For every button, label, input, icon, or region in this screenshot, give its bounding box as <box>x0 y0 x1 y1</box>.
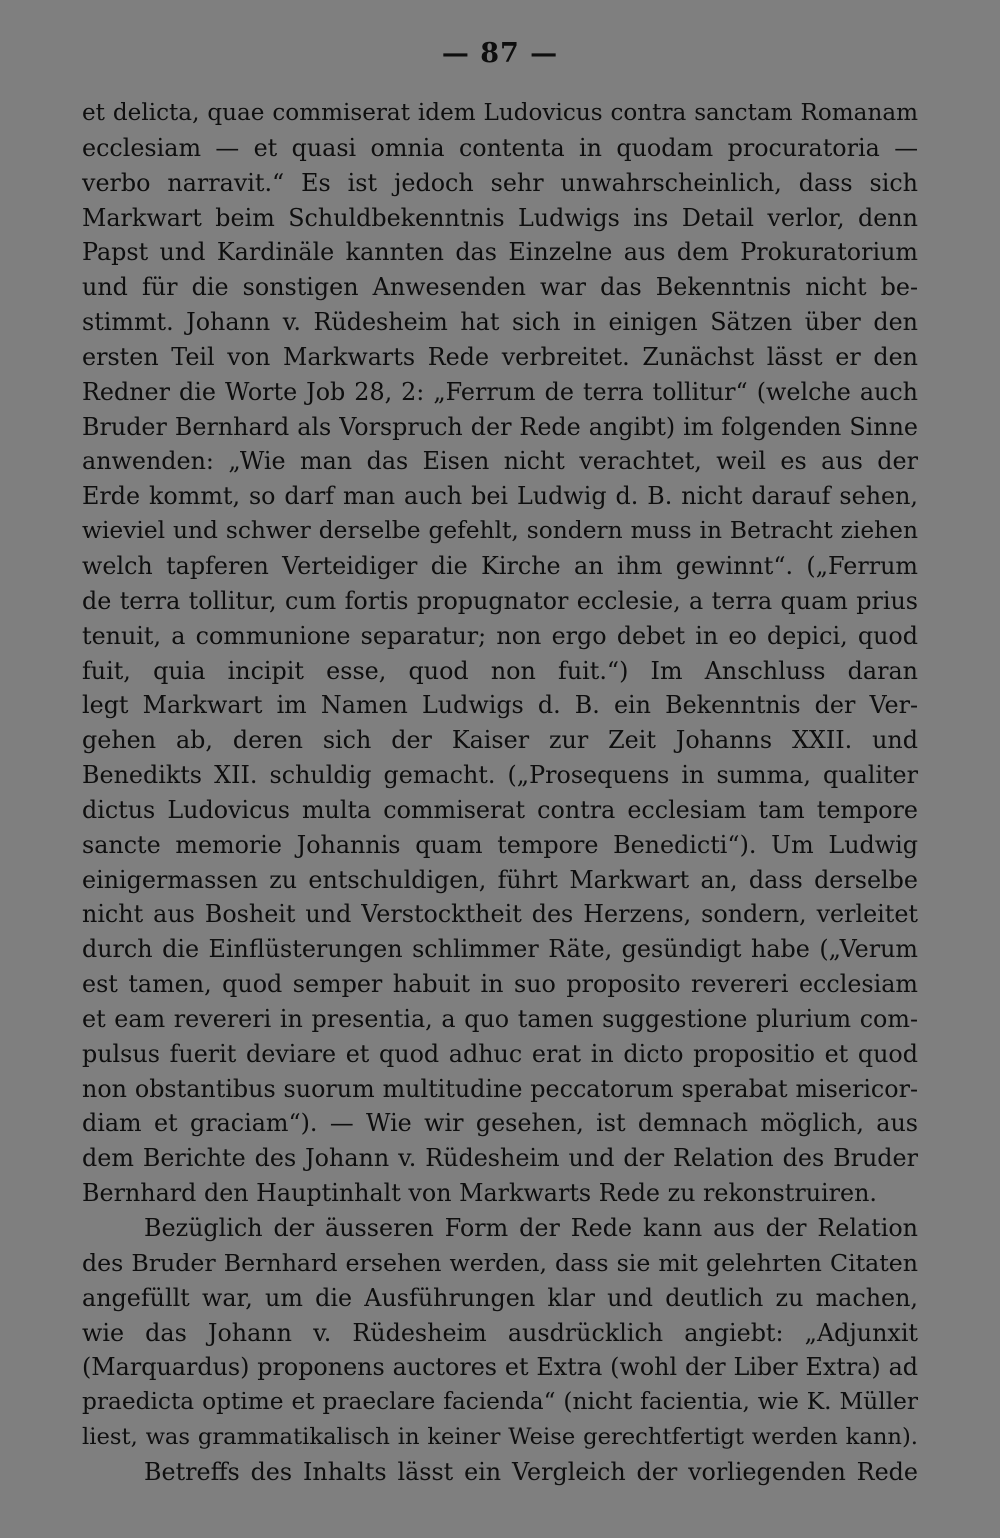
body-text <box>82 96 918 1490</box>
text-line: welch tapferen Verteidiger die Kirche an ihm gewinnt“. („Ferrum <box>82 551 918 580</box>
text-line: Benedikts XII. schuldig gemacht. („Prosequens in summa, qualiter <box>82 761 918 790</box>
text-line: dem Berichte des Johann v. Rüdesheim und der Relation des Bruder <box>82 1144 918 1173</box>
text-line: et eam revereri in presentia, a quo tamen suggestione plurium com- <box>82 1004 918 1033</box>
text-line: praedicta optime et praeclare facienda“ (nicht facientia, wie K. Müller <box>82 1388 918 1416</box>
text-line: durch die Einflüsterungen schlimmer Räte, gesündigt habe („Verum <box>82 935 918 964</box>
text-line: gehen ab, deren sich der Kaiser zur Zeit Johanns XXII. und <box>82 726 918 755</box>
text-line: des Bruder Bernhard ersehen werden, dass sie mit gelehrten Citaten <box>82 1248 918 1277</box>
text-line: sancte memorie Johannis quam tempore Benedicti“). Um Ludwig <box>82 830 918 859</box>
text-line: angefüllt war, um die Ausführungen klar und deutlich zu machen, <box>82 1283 918 1312</box>
text-line: ecclesiam — et quasi omnia contenta in quodam procuratoria — <box>82 133 918 162</box>
text-line: (Marquardus) proponens auctores et Extra (wohl der Liber Extra) ad <box>82 1353 918 1382</box>
text-line: einigermassen zu entschuldigen, führt Markwart an, dass derselbe <box>82 865 918 894</box>
text-line: tenuit, a communione separatur; non ergo debet in eo depici, quod <box>82 621 918 650</box>
text-line: Bezüglich der äusseren Form der Rede kann aus der Relation <box>144 1214 918 1242</box>
text-line: de terra tollitur, cum fortis propugnator ecclesie, a terra quam prius <box>82 586 918 615</box>
text-line: est tamen, quod semper habuit in suo proposito revereri ecclesiam <box>82 970 918 999</box>
text-line: verbo narravit.“ Es ist jedoch sehr unwahrscheinlich, dass sich <box>82 168 918 197</box>
page-number: — 87 — <box>441 38 559 69</box>
text-line: nicht aus Bosheit und Verstocktheit des Herzens, sondern, verleitet <box>82 900 918 929</box>
text-line: stimmt. Johann v. Rüdesheim hat sich in einigen Sätzen über den <box>82 308 918 337</box>
text-line: diam et graciam“). — Wie wir gesehen, ist demnach möglich, aus <box>82 1109 918 1138</box>
text-line: Betreffs des Inhalts lässt ein Vergleich der vorliegenden Rede <box>144 1457 918 1486</box>
text-line: Papst und Kardinäle kannten das Einzelne aus dem Prokuratorium <box>82 238 918 267</box>
text-line: non obstantibus suorum multitudine peccatorum sperabat misericor- <box>82 1074 918 1103</box>
text-line: ersten Teil von Markwarts Rede verbreitet. Zunächst lässt er den <box>82 342 918 371</box>
text-line: fuit, quia incipit esse, quod non fuit.“) Im Anschluss daran <box>82 656 918 685</box>
text-line: wieviel und schwer derselbe gefehlt, sondern muss in Betracht ziehen <box>82 517 918 545</box>
text-line: et delicta, quae commiserat idem Ludovicus contra sanctam Romanam <box>82 100 918 126</box>
text-line: pulsus fuerit deviare et quod adhuc erat in dicto propositio et quod <box>82 1039 918 1068</box>
text-line: liest, was grammatikalisch in keiner Weise gerechtfertigt werden kann). <box>82 1424 918 1451</box>
text-line: wie das Johann v. Rüdesheim ausdrücklich angiebt: „Adjunxit <box>82 1318 918 1347</box>
text-line: Bernhard den Hauptinhalt von Markwarts Rede zu rekonstruiren. <box>82 1179 877 1208</box>
text-line: anwenden: „Wie man das Eisen nicht verachtet, weil es aus der <box>82 447 918 476</box>
text-line: Erde kommt, so darf man auch bei Ludwig d. B. nicht darauf sehen, <box>82 482 918 511</box>
text-line: legt Markwart im Namen Ludwigs d. B. ein Bekenntnis der Ver- <box>82 691 918 720</box>
text-line: Redner die Worte Job 28, 2: „Ferrum de terra tollitur“ (welche auch <box>82 377 918 406</box>
text-line: Markwart beim Schuldbekenntnis Ludwigs ins Detail verlor, denn <box>82 203 918 232</box>
text-line: Bruder Bernhard als Vorspruch der Rede angibt) im folgenden Sinne <box>82 412 918 441</box>
text-line: und für die sonstigen Anwesenden war das Bekenntnis nicht be- <box>82 273 918 302</box>
text-line: dictus Ludovicus multa commiserat contra ecclesiam tam tempore <box>82 795 918 824</box>
